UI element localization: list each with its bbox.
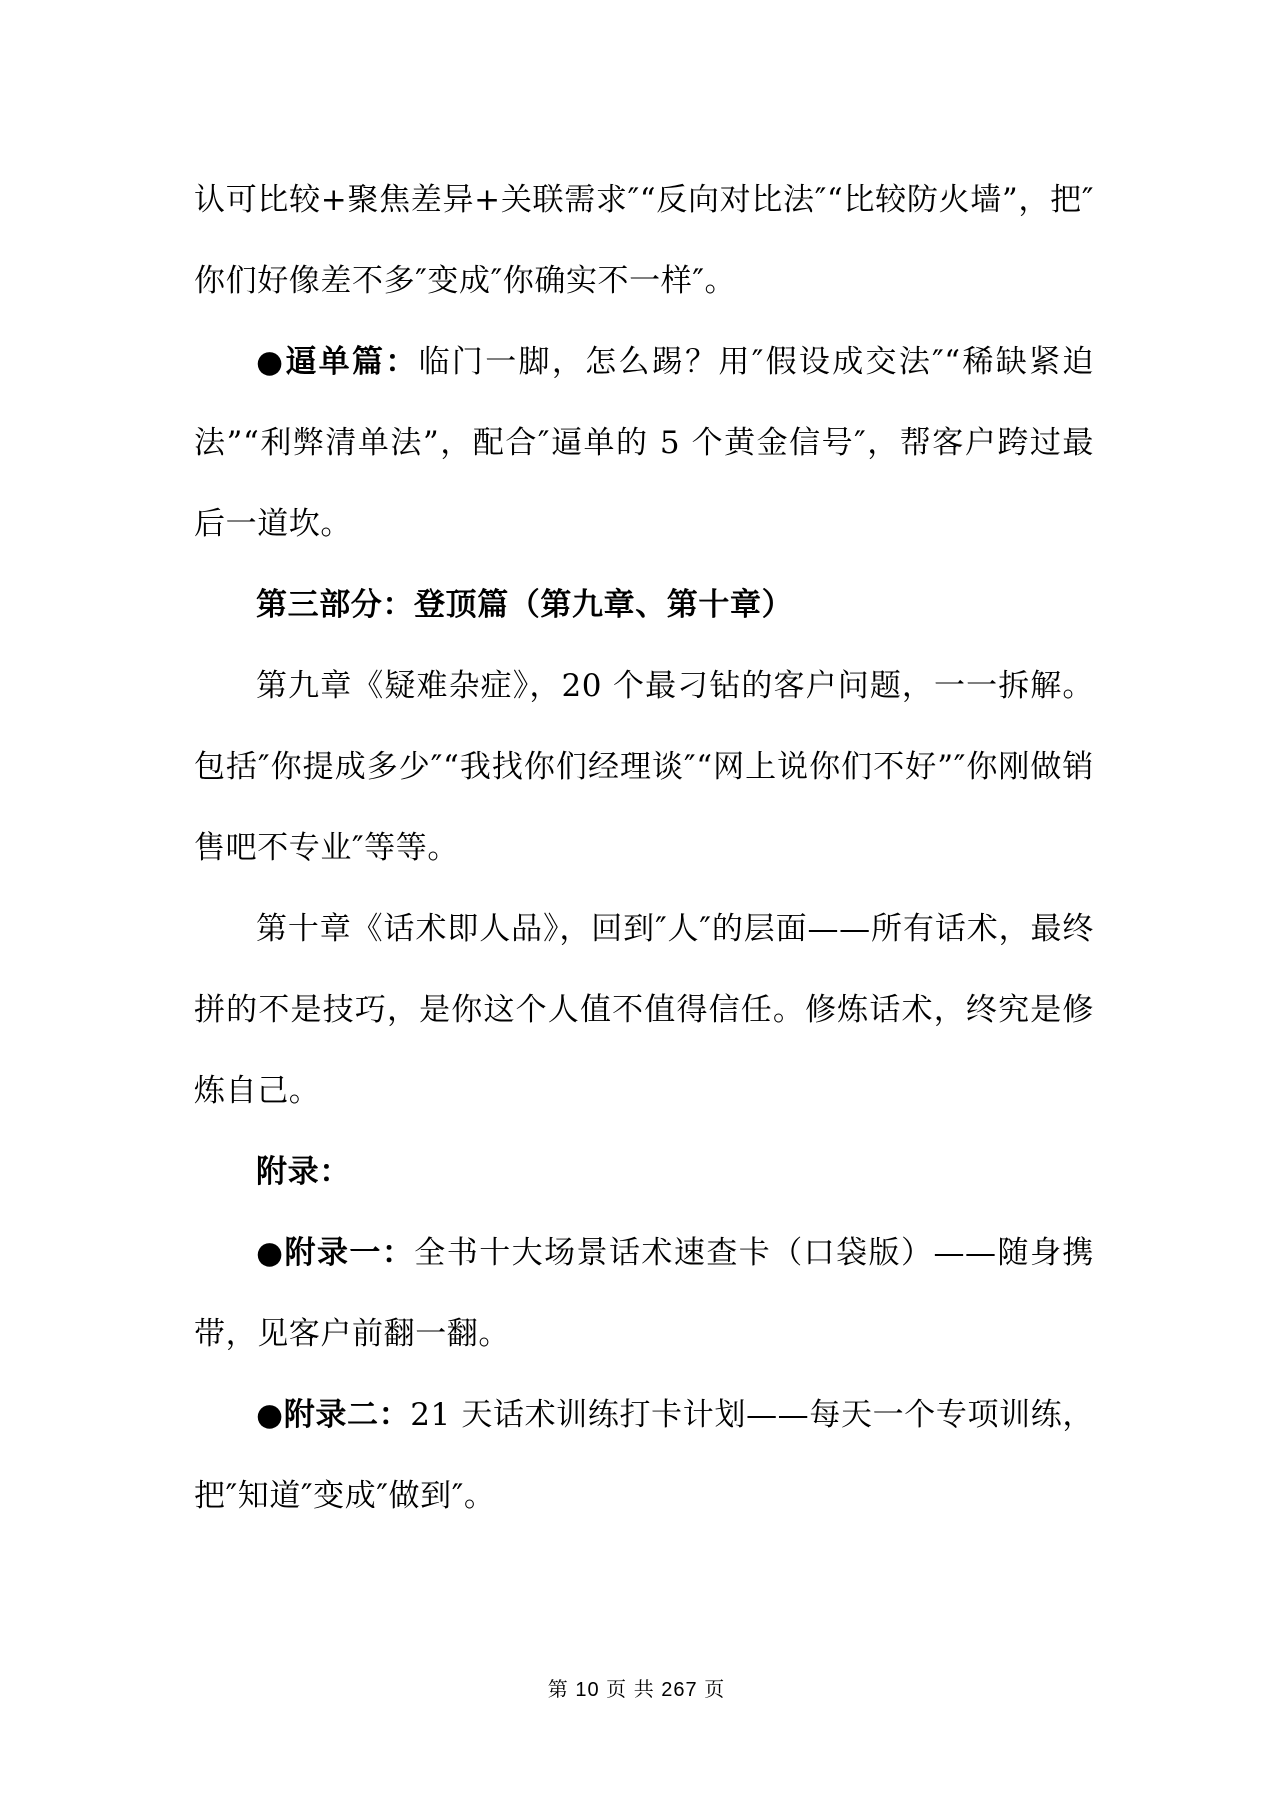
paragraph-text: 全书十大场景话术速查卡（口袋版）——随身携带，见客户前翻一翻。 [194, 1235, 1094, 1352]
paragraph-text: 第十章《话术即人品》，回到″人″的层面——所有话术，最终拼的不是技巧，是你这个人值不值得信任。修炼话术，终究是修炼自己。 [194, 911, 1094, 1109]
bullet-icon: ● [256, 344, 286, 380]
paragraph-text: 临门一脚，怎么踢？用″假设成交法″“稀缺紧迫法”“利弊清单法”，配合″逼单的 5 个黄金信号″，帮客户跨过最后一道坎。 [194, 344, 1094, 542]
section-label: 逼单篇： [285, 344, 419, 380]
part-three-heading: 第三部分：登顶篇（第九章、第十章） [256, 587, 794, 623]
page-number-footer: 第 10 页 共 267 页 [547, 1679, 726, 1701]
appendix-label: 附录一： [284, 1235, 415, 1271]
bullet-icon: ● [256, 1235, 285, 1271]
paragraph-chapter-ten [194, 889, 1094, 1132]
bullet-icon: ● [256, 1397, 284, 1433]
paragraph-closing-section [194, 322, 1094, 565]
paragraph-chapter-nine [194, 646, 1094, 889]
appendix-label: 附录二： [283, 1397, 411, 1433]
paragraph-text: 第九章《疑难杂症》，20 个最刁钻的客户问题，一一拆解。包括″你提成多少″“我找你们经理谈″“网上说你们不好”″你刚做销售吧不专业″等等。 [194, 668, 1094, 866]
paragraph-text: 21 天话术训练打卡计划——每天一个专项训练，把″知道″变成″做到″。 [194, 1397, 1094, 1514]
paragraph-text: 认可比较+聚焦差异+关联需求″“反向对比法″“比较防火墙”，把″你们好像差不多″变成″你确实不一样″。 [194, 182, 1094, 299]
paragraph-appendix-two [194, 1375, 1094, 1537]
body-text [194, 160, 1094, 1537]
appendix-heading: 附录： [256, 1154, 351, 1190]
paragraph-comparison-continued [194, 160, 1094, 322]
paragraph-appendix-one [194, 1213, 1094, 1375]
